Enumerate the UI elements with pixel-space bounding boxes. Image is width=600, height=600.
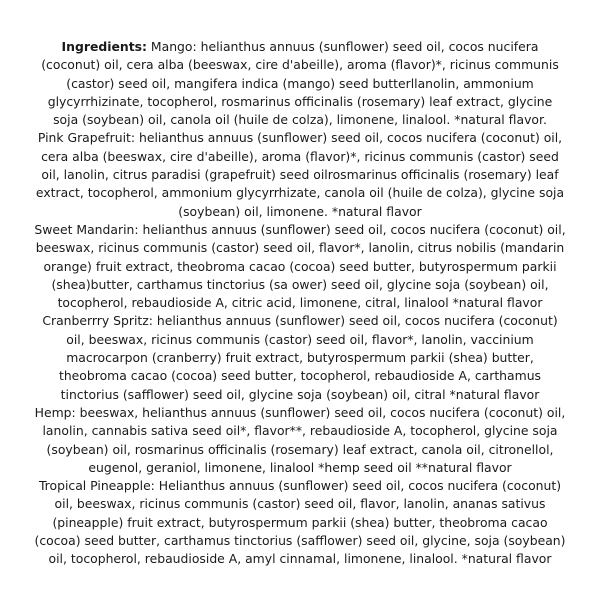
ingredients-pink-grapefruit: Pink Grapefruit: helianthus annuus (sunflower) seed oil, cocos nucifera (coconut) oil, cera alba (beeswax, cire d'abeille), aroma (flavor)*, ricinus communis (castor) seed oil, lanolin, citrus paradisi (grapefruit) seed oilrosmarinus officinalis (rosemary) leaf extract, tocopherol, ammonium glycyrrhizate, canola oil (huile de colza), glycine soja (soybean) oil, limonene. *natural flavor bbox=[35, 130, 565, 219]
ingredients-tropical-pineapple: Tropical Pineapple: Helianthus annuus (sunflower) seed oil, cocos nucifera (coconut) oil, beeswax, ricinus communis (castor) seed oil, flavor, lanolin, ananas sativus (pineapple) fruit extract, butyrospermum parkii (shea) butter, theobroma cacao (cocoa) seed butter, carthamus tinctorius (safflower) seed oil, glycine, soja (soybean) oil, tocopherol, rebaudioside A, amyl cinnamal, limonene, linalool. *natural flavor bbox=[34, 478, 566, 567]
ingredients-cranberry-spritz: Cranberrry Spritz: helianthus annuus (sunflower) seed oil, cocos nucifera (coconut) oil, beeswax, ricinus communis (castor) seed oil, flavor*, lanolin, vaccinium macrocarpon (cranberry) fruit extract, butyrospermum parkii (shea) butter, theobroma cacao (cocoa) seed butter, tocopherol, rebaudioside A, carthamus tinctorius (safflower) seed oil, glycine soja (soybean) oil, citral *natural flavor bbox=[42, 313, 558, 402]
ingredients-hemp: Hemp: beeswax, helianthus annuus (sunflower) seed oil, cocos nucifera (coconut) oil, lanolin, cannabis sativa seed oil*, flavor**, rebaudioside A, tocopherol, glycine soja (soybean) oil, rosmarinus officinalis (rosemary) leaf extract, canola oil, citronellol, eugenol, geraniol, limonene, linalool *hemp seed oil **natural flavor bbox=[34, 404, 566, 475]
ingredients-label bbox=[34, 38, 566, 569]
ingredients-mango bbox=[34, 38, 566, 129]
ingredients-sweet-mandarin: Sweet Mandarin: helianthus annuus (sunflower) seed oil, cocos nucifera (coconut) oil, beeswax, ricinus communis (castor) seed oil, flavor*, lanolin, citrus nobilis (mandarin orange) fruit extract, theobroma cacao (cocoa) seed butter, butyrospermum parkii (shea)butter, carthamus tinctorius (sa ower) seed oil, glycine soja (soybean) oil, tocopherol, rebaudioside A, citric acid, limonene, citral, linalool *natural flavor bbox=[34, 221, 566, 311]
mango-ingredients-text: Mango: helianthus annuus (sunflower) seed oil, cocos nucifera (coconut) oil, cera alba (beeswax, cire d'abeille), aroma (flavor)*, ricinus communis (castor) seed oil, mangifera indica (mango) seed butterllanolin, ammonium glycyrrhizinate, tocopherol, rosmarinus officinalis (rosemary) leaf extract, glycine soja (soybean) oil, canola oil (huile de colza), limonene, linalool. *natural flavor. bbox=[41, 39, 559, 128]
ingredients-heading: Ingredients: bbox=[61, 39, 147, 54]
